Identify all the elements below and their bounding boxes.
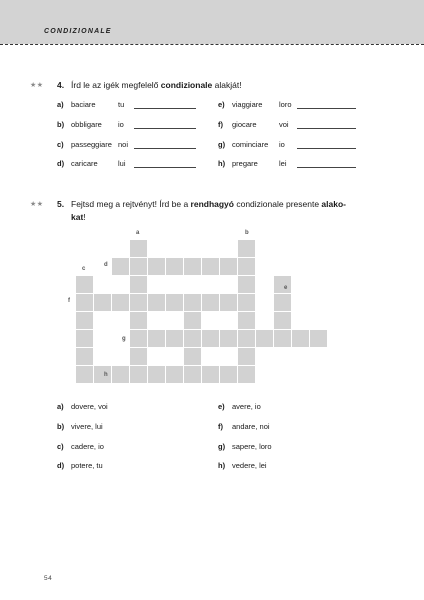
crossword-cell[interactable] bbox=[130, 276, 147, 293]
answer-blank[interactable] bbox=[297, 128, 356, 129]
crossword-cell[interactable] bbox=[256, 330, 273, 347]
crossword-cell[interactable] bbox=[184, 294, 201, 311]
crossword-cell[interactable] bbox=[274, 312, 291, 329]
crossword-cell[interactable] bbox=[238, 276, 255, 293]
clue-text: andare, noi bbox=[232, 422, 270, 431]
crossword-cell[interactable] bbox=[184, 258, 201, 275]
exercise-instruction: Írd le az igék megfelelő condizionale alakját! bbox=[71, 80, 242, 90]
clue-text: vedere, lei bbox=[232, 461, 267, 470]
crossword-cell[interactable] bbox=[130, 240, 147, 257]
crossword-cell[interactable] bbox=[130, 366, 147, 383]
clue-text: sapere, loro bbox=[232, 442, 272, 451]
pronoun: lei bbox=[279, 159, 287, 168]
answer-blank[interactable] bbox=[134, 148, 196, 149]
crossword-cell[interactable] bbox=[238, 258, 255, 275]
answer-blank[interactable] bbox=[297, 148, 356, 149]
exercise-item: c) bbox=[57, 140, 64, 149]
pronoun: io bbox=[118, 120, 124, 129]
crossword-cell[interactable] bbox=[220, 366, 237, 383]
clue-text: potere, tu bbox=[71, 461, 103, 470]
crossword-cell[interactable] bbox=[112, 258, 129, 275]
crossword-cell[interactable] bbox=[274, 294, 291, 311]
clue-text: vivere, lui bbox=[71, 422, 103, 431]
crossword-cell[interactable] bbox=[76, 348, 93, 365]
clue-label: d bbox=[104, 262, 108, 268]
exercise-number: 5. bbox=[57, 199, 65, 209]
exercise-number: 4. bbox=[57, 80, 65, 90]
exercise-item: h) bbox=[218, 461, 226, 470]
exercise-instruction: Fejtsd meg a rejtvényt! Írd be a rendhagyó condizionale presente alako- kat! bbox=[71, 199, 346, 222]
exercise-item: e) bbox=[218, 100, 225, 109]
verb: viaggiare bbox=[232, 100, 263, 109]
crossword-cell[interactable] bbox=[148, 330, 165, 347]
answer-blank[interactable] bbox=[134, 128, 196, 129]
crossword-cell[interactable] bbox=[238, 330, 255, 347]
crossword-cell[interactable] bbox=[184, 366, 201, 383]
clue-label: f bbox=[68, 298, 70, 304]
answer-blank[interactable] bbox=[134, 108, 196, 109]
crossword-cell[interactable] bbox=[112, 294, 129, 311]
crossword-cell[interactable] bbox=[94, 294, 111, 311]
crossword-cell[interactable] bbox=[166, 366, 183, 383]
exercise-item: h) bbox=[218, 159, 226, 168]
crossword-cell[interactable] bbox=[166, 330, 183, 347]
crossword-cell[interactable] bbox=[76, 276, 93, 293]
verb: baciare bbox=[71, 100, 96, 109]
crossword-cell[interactable] bbox=[76, 366, 93, 383]
crossword-cell[interactable] bbox=[76, 330, 93, 347]
crossword-cell[interactable] bbox=[220, 258, 237, 275]
crossword-cell[interactable] bbox=[238, 312, 255, 329]
crossword-cell[interactable] bbox=[94, 366, 111, 383]
exercise-item: a) bbox=[57, 100, 64, 109]
verb: giocare bbox=[232, 120, 257, 129]
answer-blank[interactable] bbox=[134, 167, 196, 168]
crossword-cell[interactable] bbox=[310, 330, 327, 347]
pronoun: voi bbox=[279, 120, 289, 129]
difficulty-stars: ★★ bbox=[30, 82, 44, 89]
crossword-cell[interactable] bbox=[238, 348, 255, 365]
crossword-cell[interactable] bbox=[130, 312, 147, 329]
crossword-cell[interactable] bbox=[238, 240, 255, 257]
crossword-cell[interactable] bbox=[130, 258, 147, 275]
crossword-cell[interactable] bbox=[76, 312, 93, 329]
crossword-cell[interactable] bbox=[148, 258, 165, 275]
clue-text: avere, io bbox=[232, 402, 261, 411]
crossword-cell[interactable] bbox=[202, 294, 219, 311]
crossword-cell[interactable] bbox=[238, 366, 255, 383]
exercise-item: f) bbox=[218, 120, 223, 129]
crossword-cell[interactable] bbox=[202, 330, 219, 347]
crossword-cell[interactable] bbox=[238, 294, 255, 311]
crossword-cell[interactable] bbox=[130, 294, 147, 311]
clue-label: a bbox=[136, 230, 140, 236]
exercise-item: d) bbox=[57, 159, 65, 168]
clue-label: c bbox=[82, 266, 86, 272]
crossword-cell[interactable] bbox=[184, 348, 201, 365]
crossword-cell[interactable] bbox=[274, 330, 291, 347]
crossword-cell[interactable] bbox=[112, 366, 129, 383]
crossword-cell[interactable] bbox=[274, 276, 291, 293]
clue-label: g bbox=[122, 336, 126, 342]
pronoun: noi bbox=[118, 140, 129, 149]
answer-blank[interactable] bbox=[297, 167, 356, 168]
verb: caricare bbox=[71, 159, 98, 168]
pronoun: tu bbox=[118, 100, 125, 109]
verb: passeggiare bbox=[71, 140, 112, 149]
clue-label: h bbox=[104, 372, 108, 378]
crossword-cell[interactable] bbox=[220, 330, 237, 347]
crossword-cell[interactable] bbox=[148, 294, 165, 311]
exercise-item: b) bbox=[57, 422, 65, 431]
crossword-cell[interactable] bbox=[184, 312, 201, 329]
crossword-cell[interactable] bbox=[202, 258, 219, 275]
verb: obbligare bbox=[71, 120, 102, 129]
crossword-cell[interactable] bbox=[202, 366, 219, 383]
exercise-item: c) bbox=[57, 442, 64, 451]
exercise-item: e) bbox=[218, 402, 225, 411]
exercise-item: a) bbox=[57, 402, 64, 411]
crossword-cell[interactable] bbox=[166, 258, 183, 275]
exercise-item: f) bbox=[218, 422, 223, 431]
clue-label: e bbox=[284, 285, 288, 291]
header-band bbox=[0, 0, 424, 44]
pronoun: lui bbox=[118, 159, 126, 168]
exercise-item: b) bbox=[57, 120, 65, 129]
pronoun: io bbox=[279, 140, 285, 149]
difficulty-stars: ★★ bbox=[30, 201, 44, 208]
crossword-cell[interactable] bbox=[184, 330, 201, 347]
crossword-cell[interactable] bbox=[148, 366, 165, 383]
crossword-cell[interactable] bbox=[220, 294, 237, 311]
clue-label: b bbox=[245, 230, 249, 236]
exercise-item: g) bbox=[218, 442, 226, 451]
verb: cominciare bbox=[232, 140, 269, 149]
crossword-cell[interactable] bbox=[76, 294, 93, 311]
verb: pregare bbox=[232, 159, 258, 168]
header-divider bbox=[0, 44, 424, 45]
crossword-cell[interactable] bbox=[130, 330, 147, 347]
crossword-cell[interactable] bbox=[292, 330, 309, 347]
crossword-cell[interactable] bbox=[130, 348, 147, 365]
crossword-cell[interactable] bbox=[166, 294, 183, 311]
chapter-title: CONDIZIONALE bbox=[44, 28, 112, 35]
pronoun: loro bbox=[279, 100, 292, 109]
clue-text: dovere, voi bbox=[71, 402, 108, 411]
page-number: 54 bbox=[44, 575, 53, 582]
answer-blank[interactable] bbox=[297, 108, 356, 109]
exercise-item: d) bbox=[57, 461, 65, 470]
exercise-item: g) bbox=[218, 140, 226, 149]
clue-text: cadere, io bbox=[71, 442, 104, 451]
